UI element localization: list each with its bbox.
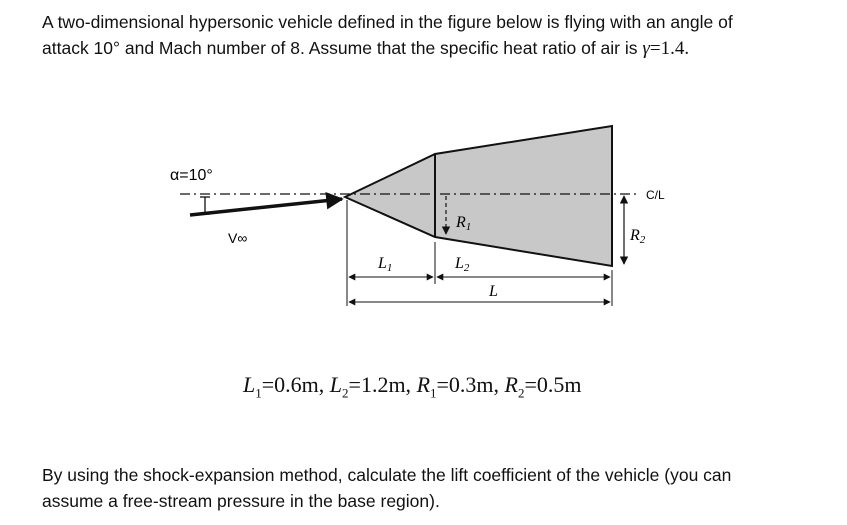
gamma-value: =1.4 xyxy=(649,38,685,59)
gamma-suffix: . xyxy=(684,38,690,59)
question-line-1: By using the shock-expansion method, calculate the lift coefficient of the vehicle (you can xyxy=(42,465,732,485)
l1-label: L1 xyxy=(378,255,393,274)
r1-label: R1 xyxy=(456,214,472,233)
freestream-arrow xyxy=(190,199,342,215)
question-line-2: assume a free-stream pressure in the base region). xyxy=(42,491,440,511)
alpha-label: α=10° xyxy=(170,167,213,184)
question-statement xyxy=(42,462,832,514)
r2-label: R2 xyxy=(630,227,646,246)
given-dimensions xyxy=(243,372,582,401)
l2-given: $L_2=1.2m$, xyxy=(329,372,412,401)
l2-label: L2 xyxy=(455,255,470,274)
l-label: L xyxy=(489,283,498,300)
vehicle-body xyxy=(345,126,612,266)
r1-given: $R_1=0.3m$, xyxy=(416,372,500,401)
intro-line-1: A two-dimensional hypersonic vehicle defined in the figure below is flying with an angle of xyxy=(42,12,733,32)
r2-given: $R_2=0.5m$ xyxy=(504,372,582,401)
freestream-label: V∞ xyxy=(228,230,248,246)
gamma-symbol: γ xyxy=(642,38,650,59)
centerline-label: C/L xyxy=(646,188,665,202)
l1-given: $L_1=0.6m$, xyxy=(243,372,325,401)
intro-line-2: attack 10° and Mach number of 8. Assume that the specific heat ratio of air is xyxy=(42,38,643,58)
